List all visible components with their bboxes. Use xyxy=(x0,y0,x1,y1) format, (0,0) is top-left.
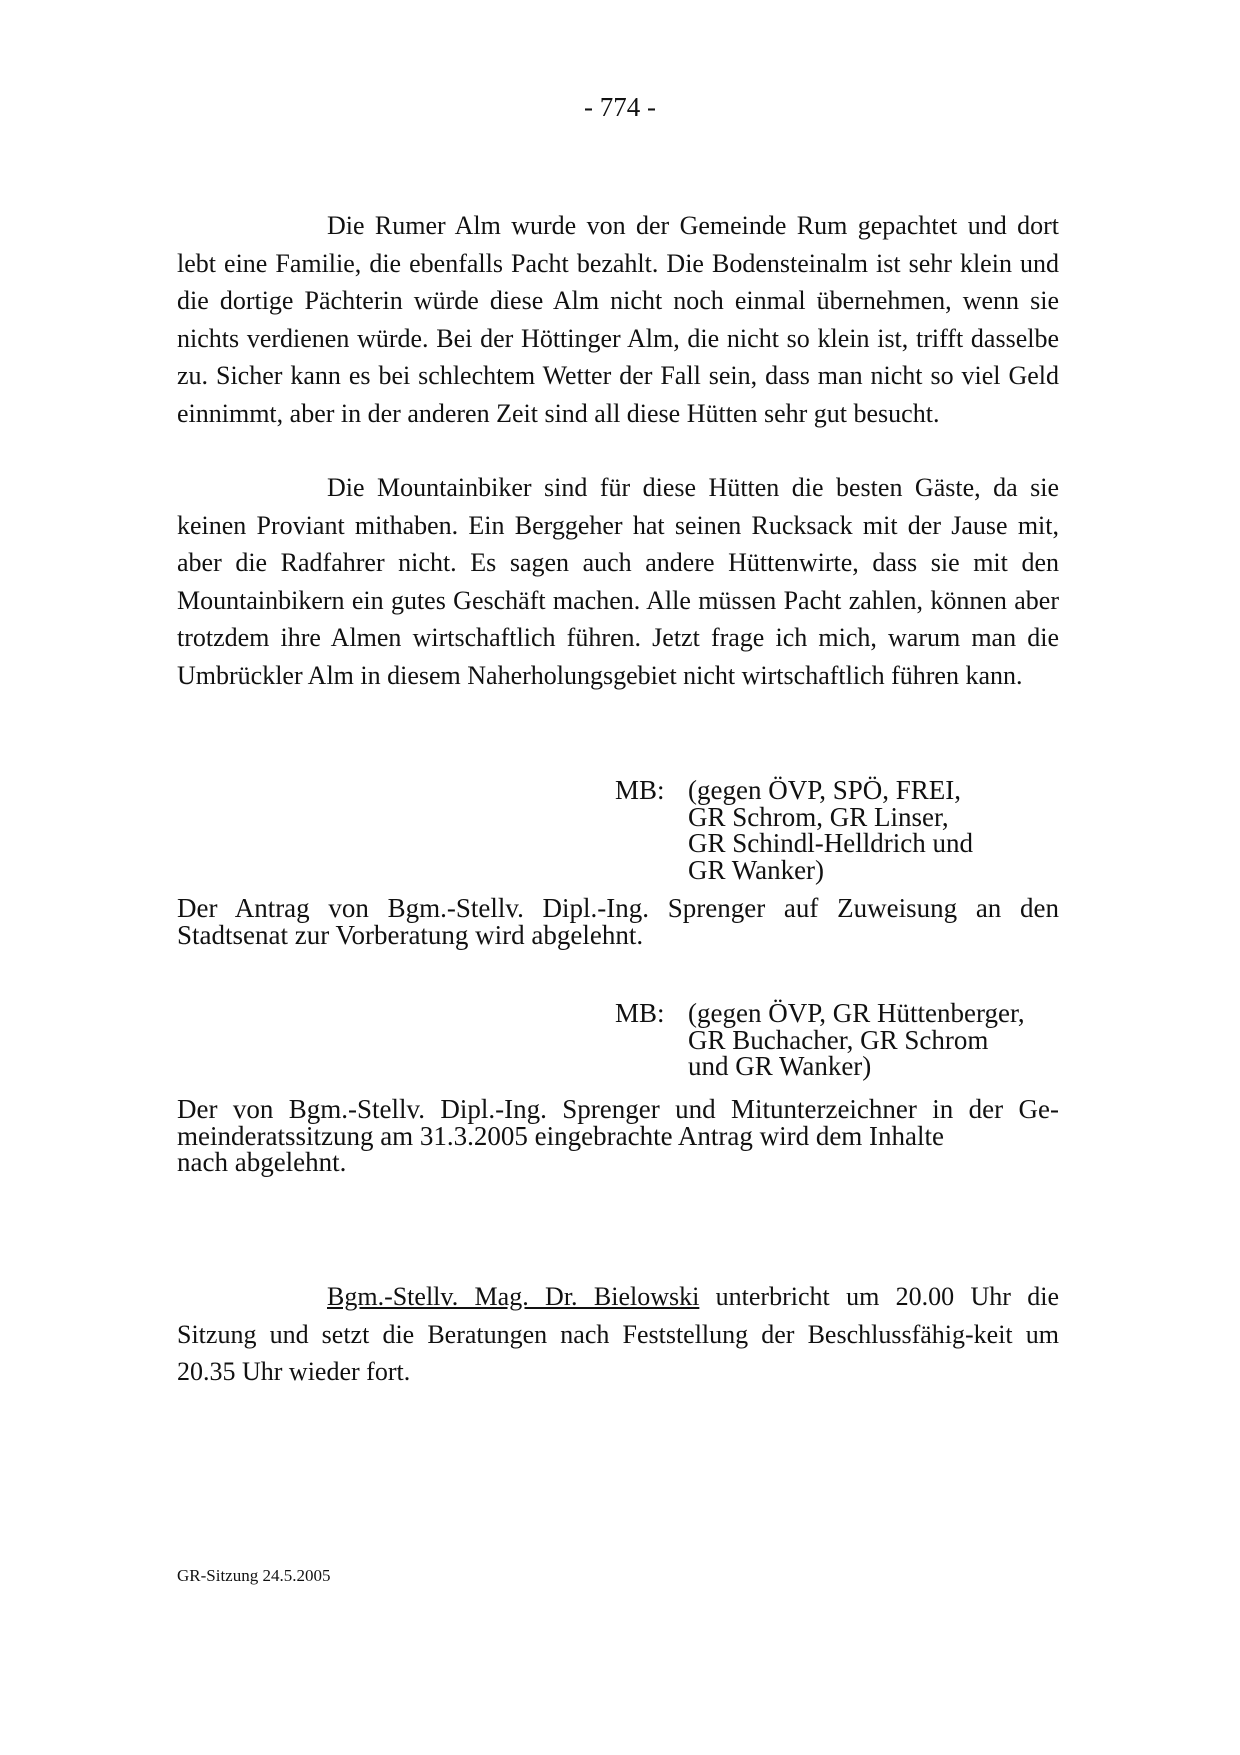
decision-line: nach abgelehnt. xyxy=(177,1147,347,1177)
vote-line: (gegen ÖVP, GR Hüttenberger, xyxy=(688,998,1025,1028)
vote-line: GR Wanker) xyxy=(688,854,825,885)
paragraph-mountainbikers: Die Mountainbiker sind für diese Hütten die besten Gäste, da sie keinen Proviant mithaben. Ein Berggeher hat seinen Rucksack mit der Jause mit, aber die Radfahrer nicht. Es sagen auch andere Hüttenwirte, dass sie mit den Mountainbikern ein gutes Geschäft machen. Alle müssen Pacht zahlen, können aber trotzdem ihre Almen wirtschaftlich führen. Jetzt frage ich mich, warum man die Umbrückler Alm in diesem Naherholungsgebiet nicht wirtschaftlich führen kann. xyxy=(177,473,1059,690)
vote-line: (gegen ÖVP, SPÖ, FREI, xyxy=(688,775,962,805)
paragraph-session-interruption xyxy=(177,1278,1059,1391)
vote-line: GR Schrom, GR Linser, xyxy=(688,801,949,832)
vote-label: MB: xyxy=(615,998,665,1028)
vote-line: GR Buchacher, GR Schrom xyxy=(688,1024,989,1055)
decision-line: Der Antrag von Bgm.-Stellv. Dipl.-Ing. Sprenger auf Zuweisung an den xyxy=(177,893,1059,923)
decision-line: Stadtsenat zur Vorberatung wird abgelehnt. xyxy=(177,919,644,950)
paragraph-alm-leases: Die Rumer Alm wurde von der Gemeinde Rum gepachtet und dort lebt eine Familie, die ebenfalls Pacht bezahlt. Die Bodensteinalm ist sehr klein und die dortige Pächterin würde diese Alm nicht noch einmal übernehmen, wenn sie nichts verdienen würde. Bei der Höttinger Alm, die nicht so klein ist, trifft dasselbe zu. Sicher kann es bei schlechtem Wetter der Fall sein, dass man nicht so viel Geld einnimmt, aber in der anderen Zeit sind all diese Hütten sehr gut besucht. xyxy=(177,211,1059,428)
decision-2 xyxy=(177,1096,1059,1176)
speaker-name: Bgm.-Stellv. Mag. Dr. Bielowski xyxy=(327,1282,700,1311)
interruption-text: unterbricht um 20.00 Uhr die Sitzung und setzt die Beratungen nach Feststellung der Beschlussfähig-keit um 20.35 Uhr wieder fort. xyxy=(177,1282,1059,1386)
vote-label: MB: xyxy=(615,775,665,805)
vote-line: GR Schindl-Helldrich und xyxy=(688,828,973,858)
decision-line: meinderatssitzung am 31.3.2005 eingebrachte Antrag wird dem Inhalte xyxy=(177,1120,945,1151)
vote-line: und GR Wanker) xyxy=(688,1051,872,1081)
vote-result-1 xyxy=(615,777,973,883)
decision-1 xyxy=(177,895,1059,948)
decision-line: Der von Bgm.-Stellv. Dipl.-Ing. Sprenger und Mitunterzeichner in der Ge- xyxy=(177,1094,1059,1124)
footer-session-date: GR-Sitzung 24.5.2005 xyxy=(177,1566,331,1585)
page-number: - 774 - xyxy=(584,92,656,122)
vote-result-2 xyxy=(615,1000,1025,1080)
